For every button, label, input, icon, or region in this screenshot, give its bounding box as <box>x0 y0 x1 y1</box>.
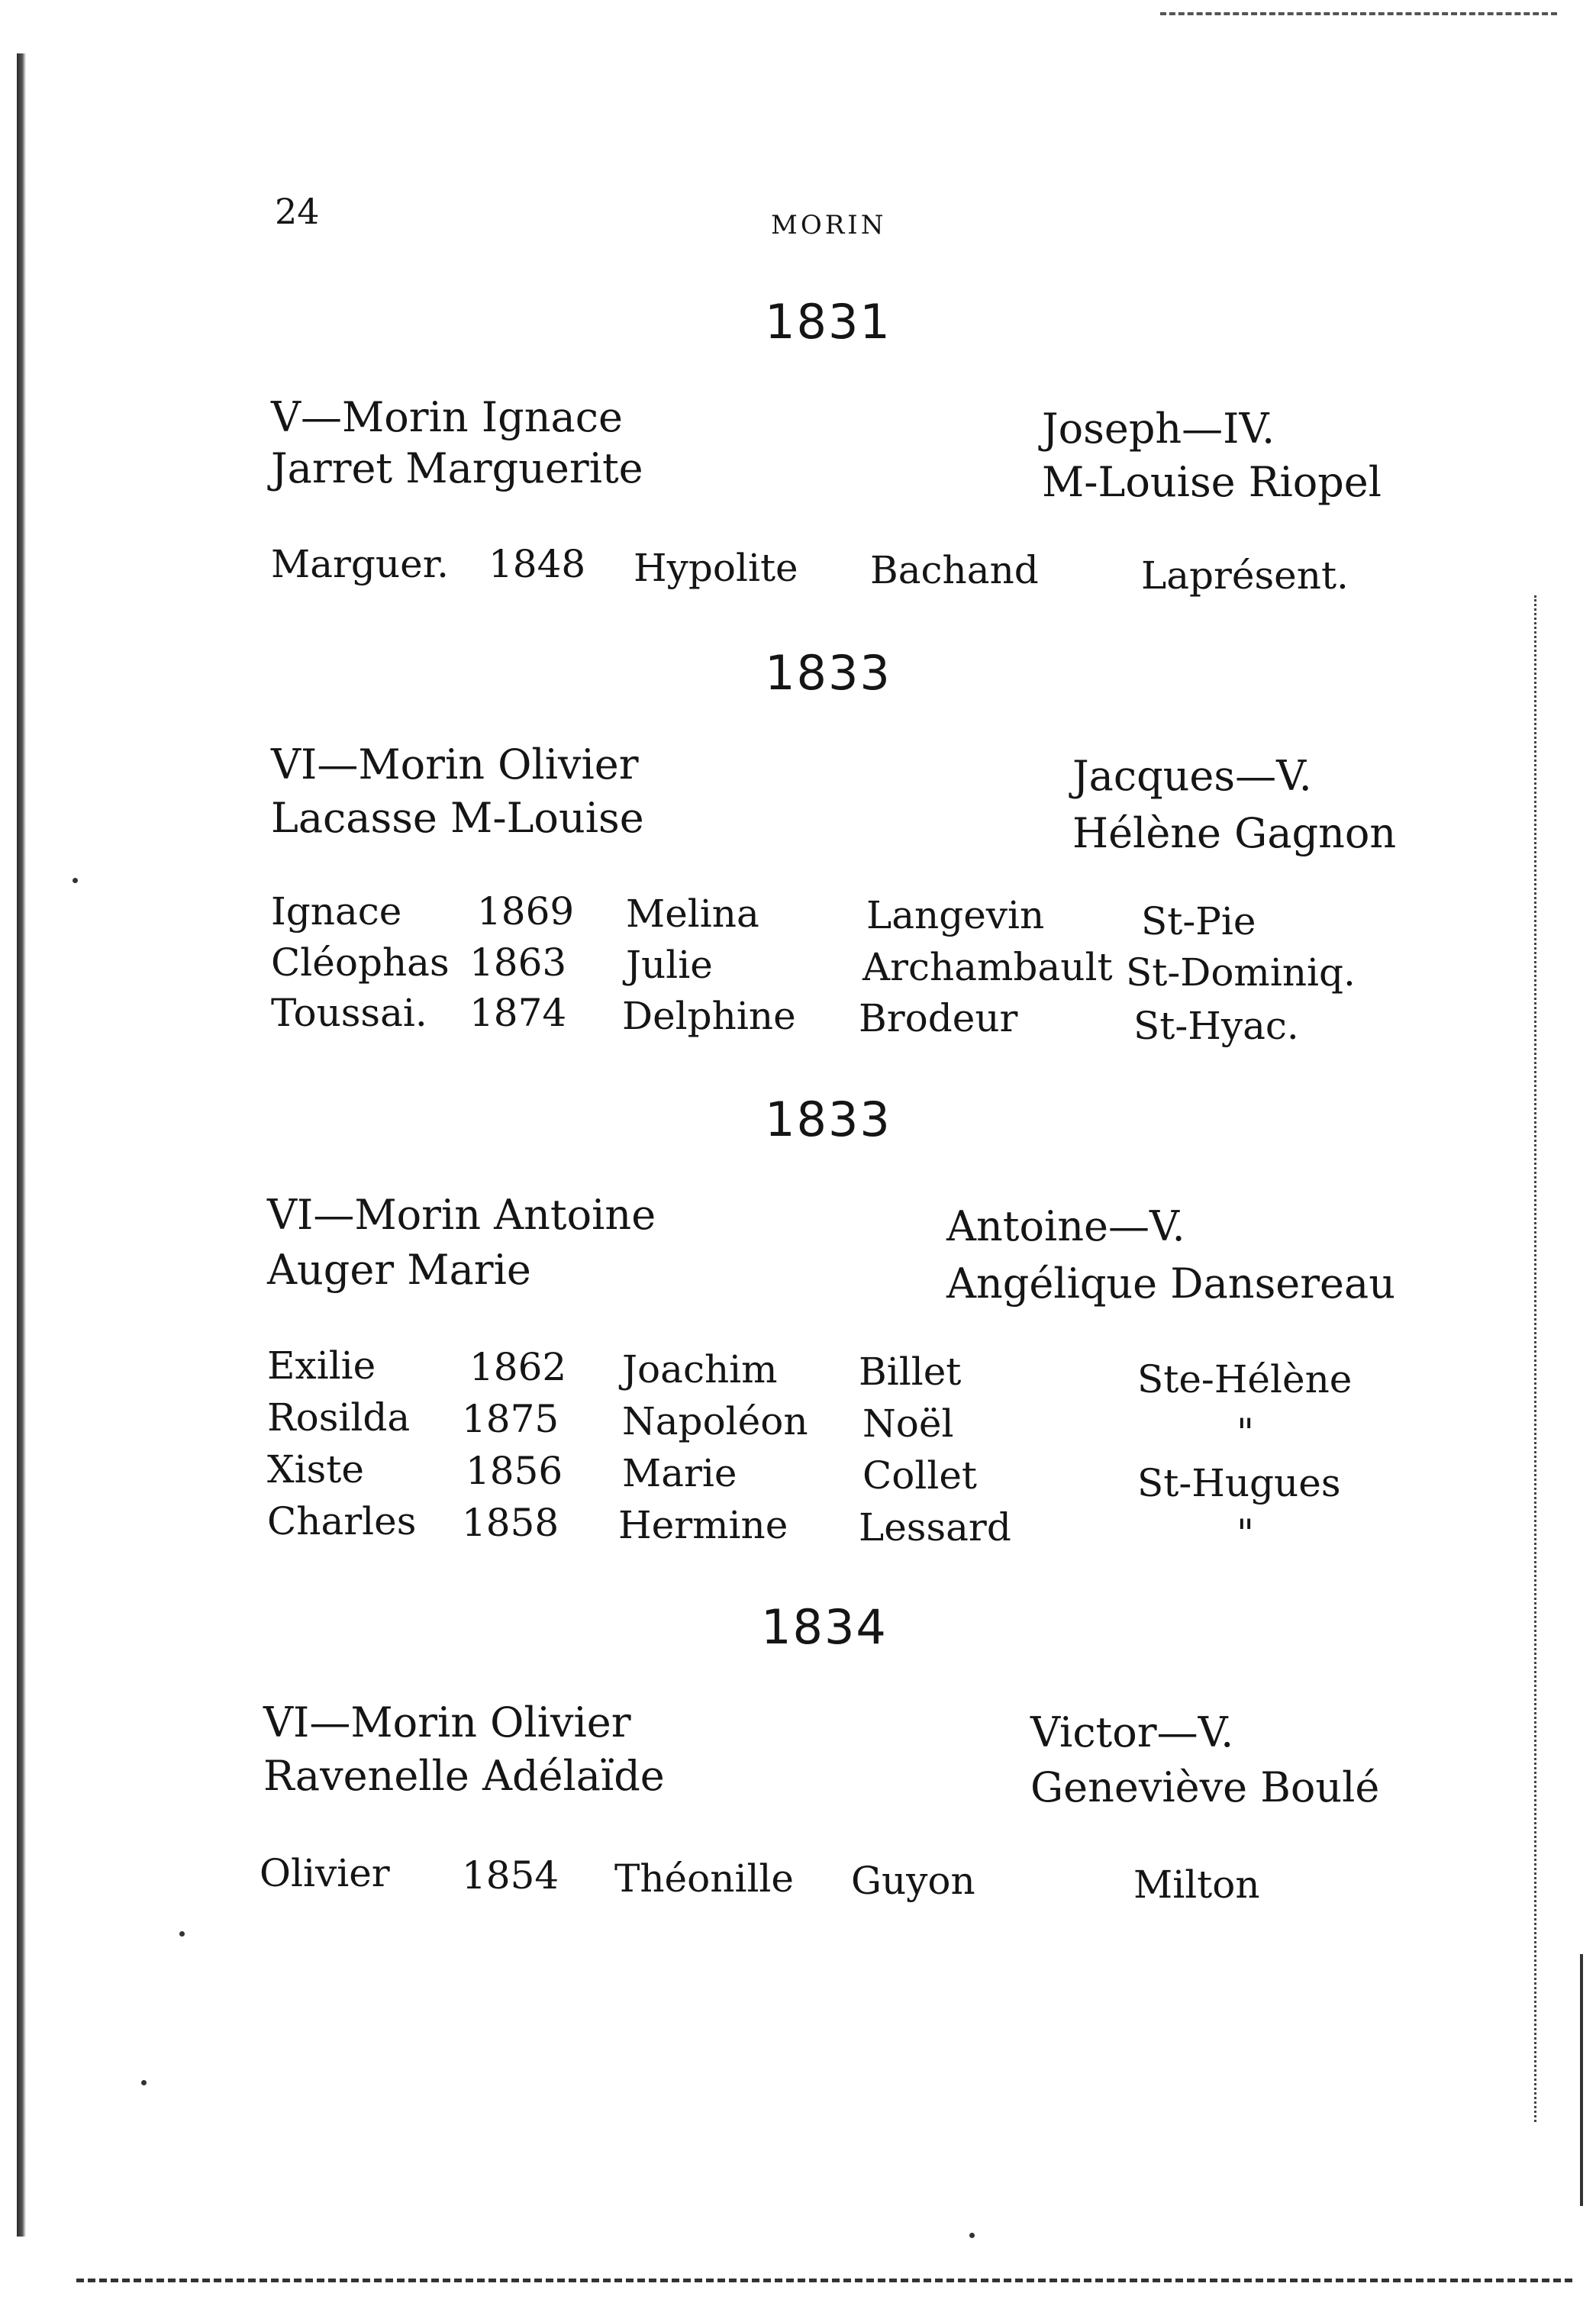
child-marriage-place: Ste-Hélène <box>1137 1357 1353 1401</box>
child-spouse-first: Julie <box>626 943 713 987</box>
scan-right-edge <box>1534 595 1539 2122</box>
husband-parents: Victor—V. <box>1030 1708 1234 1756</box>
child-name: Cléophas <box>271 940 450 985</box>
child-marriage-place: St-Hyac. <box>1133 1004 1299 1048</box>
scan-speck <box>73 878 78 883</box>
child-name: Olivier <box>260 1851 390 1895</box>
husband-name: VI—Morin Antoine <box>267 1191 656 1239</box>
scan-speck <box>179 1931 185 1937</box>
child-marriage-place: Milton <box>1133 1863 1260 1907</box>
child-spouse-first: Delphine <box>622 994 796 1038</box>
child-spouse-last: Guyon <box>851 1859 975 1903</box>
child-name: Rosilda <box>267 1395 411 1440</box>
child-marriage-year: 1863 <box>469 940 567 985</box>
child-marriage-place: St-Dominiq. <box>1126 950 1356 995</box>
entry-year: 1834 <box>761 1599 888 1655</box>
child-spouse-last: Archambault <box>862 945 1113 989</box>
child-spouse-first: Hermine <box>618 1503 788 1547</box>
entry-year: 1831 <box>765 294 892 350</box>
child-marriage-place: " <box>1236 1511 1254 1556</box>
wife-name: Lacasse M-Louise <box>271 794 644 842</box>
child-marriage-year: 1874 <box>469 991 567 1035</box>
child-marriage-year: 1858 <box>462 1501 559 1545</box>
child-marriage-year: 1869 <box>477 889 575 934</box>
husband-name: VI—Morin Olivier <box>263 1698 631 1746</box>
child-marriage-place: Laprésent. <box>1141 553 1349 598</box>
scan-speck <box>141 2080 147 2085</box>
child-name: Toussai. <box>271 991 427 1035</box>
child-marriage-year: 1856 <box>466 1449 563 1493</box>
wife-parents: Geneviève Boulé <box>1030 1763 1380 1811</box>
child-spouse-last: Bachand <box>870 548 1039 592</box>
child-spouse-first: Marie <box>622 1451 737 1495</box>
child-spouse-first: Melina <box>626 892 759 936</box>
scan-top-mark <box>1160 12 1557 15</box>
child-marriage-year: 1862 <box>469 1345 567 1389</box>
child-spouse-last: Brodeur <box>859 996 1018 1040</box>
entry-year: 1833 <box>765 645 892 701</box>
wife-name: Auger Marie <box>267 1246 531 1294</box>
child-spouse-first: Napoléon <box>622 1399 808 1443</box>
child-spouse-last: Collet <box>862 1453 978 1498</box>
child-spouse-last: Billet <box>859 1350 962 1394</box>
wife-parents: Angélique Dansereau <box>946 1259 1395 1308</box>
husband-name: VI—Morin Olivier <box>271 740 639 789</box>
child-name: Ignace <box>271 889 402 934</box>
child-name: Charles <box>267 1499 417 1543</box>
husband-name: V—Morin Ignace <box>271 393 623 441</box>
scan-speck <box>969 2233 975 2238</box>
scan-bottom-mark <box>76 2279 1572 2282</box>
entry-year: 1833 <box>765 1092 892 1147</box>
child-spouse-last: Langevin <box>866 893 1045 937</box>
page-number: 24 <box>275 191 320 232</box>
child-spouse-first: Hypolite <box>634 546 798 590</box>
running-head: MORIN <box>771 210 887 240</box>
child-name: Exilie <box>267 1343 376 1388</box>
child-marriage-year: 1848 <box>488 542 586 586</box>
wife-name: Jarret Marguerite <box>271 444 643 492</box>
child-marriage-place: St-Hugues <box>1137 1461 1341 1505</box>
scan-left-edge <box>17 53 26 2237</box>
child-spouse-first: Joachim <box>622 1347 778 1392</box>
child-name: Xiste <box>267 1447 364 1492</box>
child-marriage-place: " <box>1236 1411 1254 1455</box>
child-marriage-year: 1875 <box>462 1397 559 1441</box>
child-spouse-last: Noël <box>862 1401 954 1446</box>
child-marriage-place: St-Pie <box>1141 899 1256 943</box>
wife-name: Ravenelle Adélaïde <box>263 1752 665 1800</box>
child-spouse-last: Lessard <box>859 1505 1011 1550</box>
husband-parents: Joseph—IV. <box>1042 405 1275 453</box>
child-marriage-year: 1854 <box>462 1853 559 1898</box>
child-name: Marguer. <box>271 542 450 586</box>
wife-parents: M-Louise Riopel <box>1042 458 1382 506</box>
scan-right-edge-mark <box>1580 1954 1583 2206</box>
husband-parents: Jacques—V. <box>1072 752 1312 800</box>
child-spouse-first: Théonille <box>614 1856 795 1901</box>
wife-parents: Hélène Gagnon <box>1072 809 1397 857</box>
husband-parents: Antoine—V. <box>946 1202 1185 1250</box>
